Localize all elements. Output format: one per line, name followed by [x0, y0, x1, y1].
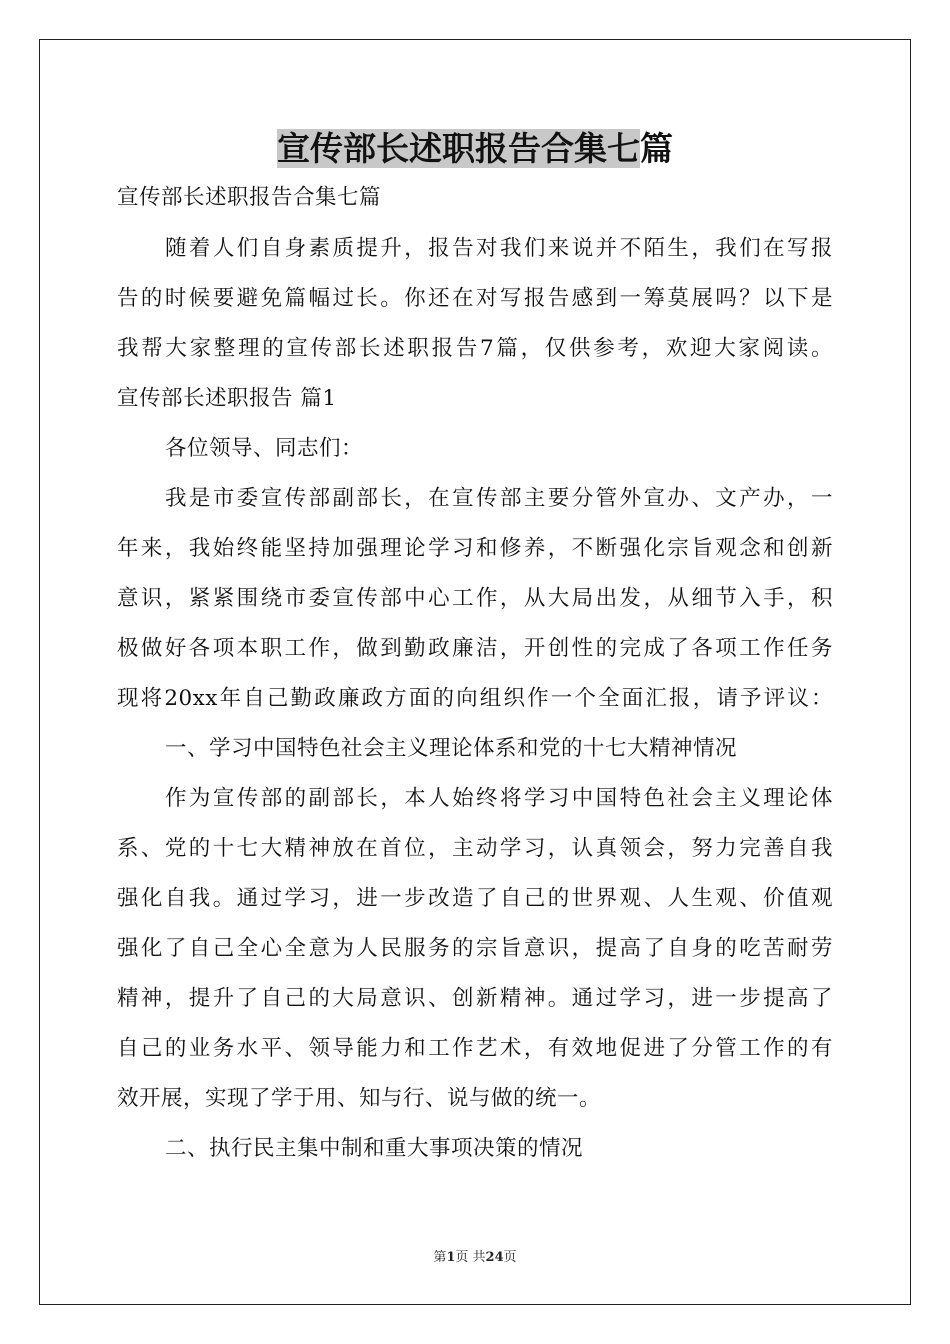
paragraph-line: 我是市委宣传部副部长，在宣传部主要分管外宣办、文产办，一: [165, 486, 833, 511]
paragraph-line: 自己的业务水平、领导能力和工作艺术，有效地促进了分管工作的有: [117, 1036, 833, 1061]
footer-suffix: 页: [503, 1250, 517, 1265]
paragraph-line: 精神，提升了自己的大局意识、创新精神。通过学习，进一步提高了: [117, 986, 833, 1011]
paragraph-line: 随着人们自身素质提升，报告对我们来说并不陌生，我们在写报: [165, 236, 833, 261]
footer-total-pages: 24: [485, 1250, 504, 1265]
footer-middle: 页 共: [455, 1250, 486, 1265]
paragraph-line: 告的时候要避免篇幅过长。你还在对写报告感到一筹莫展吗？以下是: [117, 286, 833, 311]
footer-prefix: 第: [433, 1250, 447, 1265]
paragraph-line: 现将20xx年自己勤政廉政方面的向组织作一个全面汇报，请予评议：: [117, 686, 833, 711]
paragraph-line: 年来，我始终能坚持加强理论学习和修养，不断强化宗旨观念和创新: [117, 536, 833, 561]
section-heading: 宣传部长述职报告 篇1: [117, 386, 337, 411]
document-title: [275, 128, 675, 170]
title-highlight: 宣传部长述职报告合集七: [277, 129, 640, 168]
subtitle: 宣传部长述职报告合集七篇: [117, 185, 382, 210]
page-footer: [0, 1250, 950, 1266]
paragraph-line: 我帮大家整理的宣传部长述职报告7篇，仅供参考，欢迎大家阅读。: [117, 336, 833, 361]
page-border: [39, 39, 911, 1305]
paragraph-line: 强化自我。通过学习，进一步改造了自己的世界观、人生观、价值观: [117, 886, 833, 911]
subsection-heading: 一、学习中国特色社会主义理论体系和党的十七大精神情况: [165, 736, 738, 761]
paragraph-line: 极做好各项本职工作，做到勤政廉洁，开创性的完成了各项工作任务: [117, 636, 833, 661]
salutation: 各位领导、同志们：: [165, 436, 364, 461]
paragraph-line: 系、党的十七大精神放在首位，主动学习，认真领会，努力完善自我: [117, 836, 833, 861]
paragraph-line: 意识，紧紧围绕市委宣传部中心工作，从大局出发，从细节入手，积: [117, 586, 833, 611]
paragraph-line: 强化了自己全心全意为人民服务的宗旨意识，提高了自身的吃苦耐劳: [117, 936, 833, 961]
footer-page-number: 1: [446, 1250, 456, 1265]
subsection-heading: 二、执行民主集中制和重大事项决策的情况: [165, 1136, 584, 1161]
title-block: [0, 128, 950, 170]
paragraph-line: 作为宣传部的副部长，本人始终将学习中国特色社会主义理论体: [165, 786, 833, 811]
title-tail: 篇: [640, 129, 673, 168]
paragraph-line: 效开展，实现了学于用、知与行、说与做的统一。: [117, 1086, 602, 1111]
